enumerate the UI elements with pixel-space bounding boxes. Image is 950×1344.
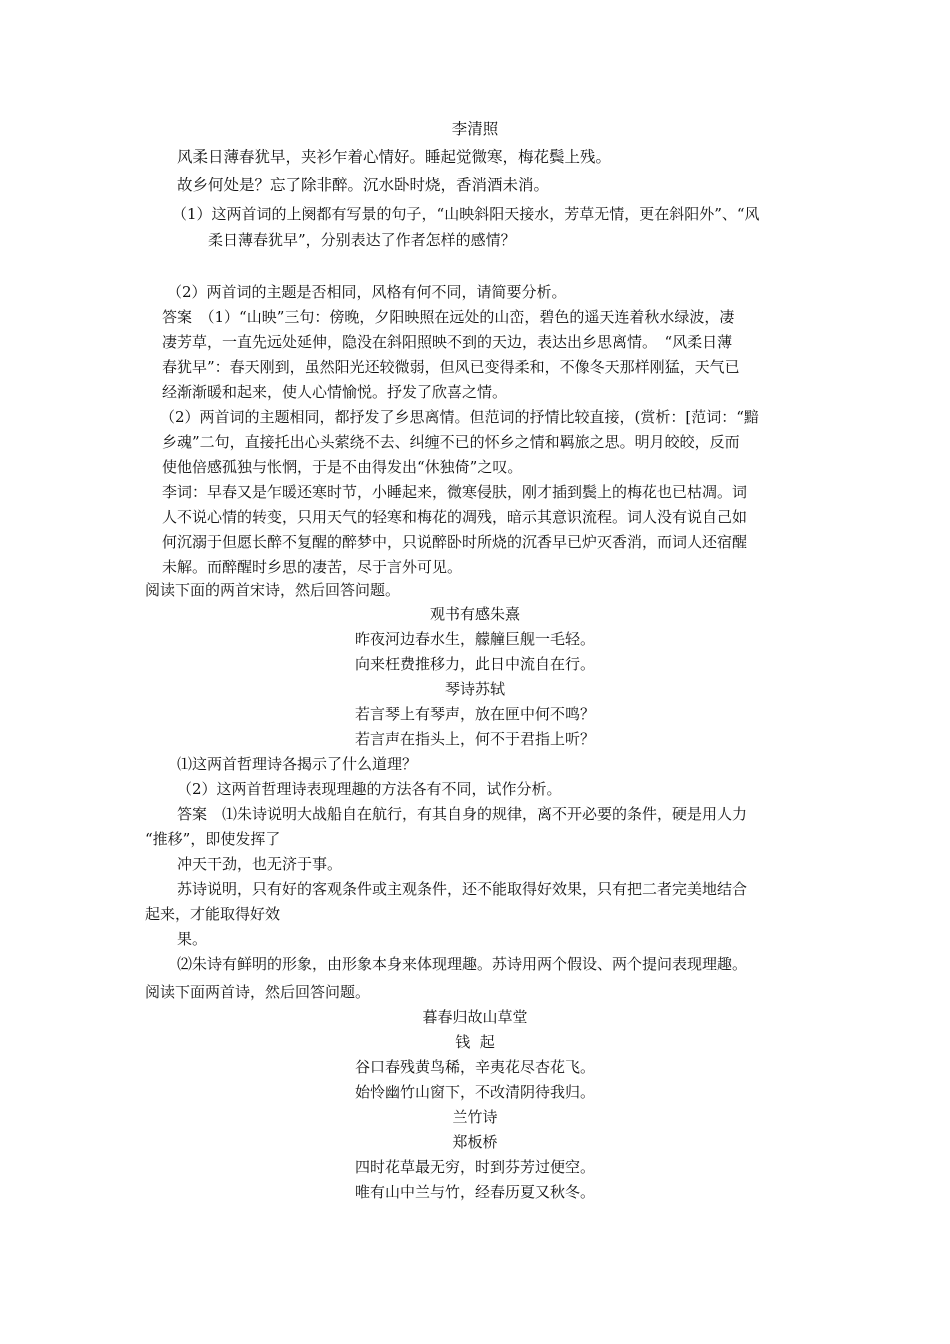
answer-text: 起来，才能取得好效 — [145, 905, 281, 923]
answer-text: 使他倍感孤独与怅惘，于是不由得发出“休独倚”之叹。 — [162, 458, 523, 476]
poem-verse-line: 昨夜河边春水生，艨艟巨舰一毛轻。 — [354, 630, 595, 648]
poem-author: 郑板桥 — [452, 1133, 498, 1151]
answer-text: 人不说心情的转变，只用天气的轻寒和梅花的凋残，暗示其意识流程。词人没有说自己如 — [162, 508, 748, 526]
answer-text: 答案 ⑴朱诗说明大战船自在航行，有其自身的规律，离不开必要的条件，硬是用人力 — [177, 805, 748, 823]
answer-text: 苏诗说明，只有好的客观条件或主观条件，还不能取得好效果，只有把二者完美地结合 — [177, 880, 748, 898]
poem-verse-line: 谷口春残黄鸟稀，辛夷花尽杏花飞。 — [354, 1058, 595, 1076]
poem-title: 暮春归故山草堂 — [422, 1008, 528, 1026]
question-text: ⑴这两首哲理诗各揭示了什么道理？ — [177, 755, 418, 773]
answer-text: “推移”，即使发挥了 — [145, 830, 281, 848]
answer-text: 未解。而醉醒时乡思的凄苦，尽于言外可见。 — [162, 558, 463, 576]
answer-text: 经渐渐暖和起来，使人心情愉悦。抒发了欣喜之情。 — [162, 383, 508, 401]
answer-text: 乡魂”二句，直接托出心头萦绕不去、纠缠不已的怀乡之情和羁旅之思。明月皎皎，反而 — [162, 433, 740, 451]
answer-text: ⑵朱诗有鲜明的形象，由形象本身来体现理趣。苏诗用两个假设、两个提问表现理趣。 — [177, 955, 748, 973]
question-text: 柔日薄春犹早”，分别表达了作者怎样的感情？ — [208, 231, 516, 249]
answer-text: 冲天干劲，也无济于事。 — [177, 855, 343, 873]
answer-text: 答案 （1）“山映”三句：傍晚，夕阳映照在远处的山峦，碧色的遥天连着秋水绿波，凄 — [162, 308, 735, 326]
poem-verse-line: 唯有山中兰与竹，经春历夏又秋冬。 — [354, 1183, 595, 1201]
poem-title: 琴诗苏轼 — [444, 680, 505, 698]
poem-verse-line: 若言声在指头上，何不于君指上听？ — [354, 730, 595, 748]
question-text: （1）这两首词的上阕都有写景的句子，“山映斜阳天接水，芳草无情，更在斜阳外”、“风 — [172, 205, 760, 223]
answer-text: 果。 — [177, 930, 208, 948]
answer-text: 何沉溺于但愿长醉不复醒的醉梦中，只说醉卧时所烧的沉香早已炉灭香消，而词人还宿醒 — [162, 533, 748, 551]
section-intro: 阅读下面的两首宋诗，然后回答问题。 — [145, 581, 401, 599]
answer-text: 凄芳草，一直先远处延伸，隐没在斜阳照映不到的天边，表达出乡思离情。 “风柔日薄 — [162, 333, 733, 351]
poem-verse-line: 向来枉费推移力，此日中流自在行。 — [354, 655, 595, 673]
poem-author-heading: 李清照 — [451, 120, 499, 138]
poem-verse-line: 若言琴上有琴声，放在匣中何不鸣？ — [354, 705, 595, 723]
poem-title: 兰竹诗 — [452, 1108, 498, 1126]
question-text: （2）这两首哲理诗表现理趣的方法各有不同，试作分析。 — [177, 780, 562, 798]
answer-text: （2）两首词的主题相同，都抒发了乡思离情。但范词的抒情比较直接，(赏析：[范词：“黯 — [160, 408, 759, 426]
poem-verse-line: 四时花草最无穷，时到芬芳过便空。 — [354, 1158, 595, 1176]
section-intro: 阅读下面两首诗，然后回答问题。 — [145, 983, 371, 1001]
answer-text: 春犹早”：春天刚到，虽然阳光还较微弱，但风已变得柔和，不像冬天那样刚猛，天气已 — [162, 358, 740, 376]
answer-text: 李词：早春又是乍暖还寒时节，小睡起来，微寒侵肤，刚才插到鬓上的梅花也已枯凋。词 — [162, 483, 748, 501]
poem-verse-line: 故乡何处是？忘了除非醉。沉水卧时烧，香消酒未消。 — [177, 176, 550, 194]
poem-verse-line: 始怜幽竹山窗下，不改清阴待我归。 — [354, 1083, 595, 1101]
question-text: （2）两首词的主题是否相同，风格有何不同，请简要分析。 — [167, 283, 567, 301]
poem-author: 钱 起 — [455, 1033, 495, 1051]
poem-title: 观书有感朱熹 — [429, 605, 520, 623]
poem-verse-line: 风柔日薄春犹早，夹衫乍着心情好。睡起觉微寒，梅花鬓上残。 — [177, 148, 612, 166]
